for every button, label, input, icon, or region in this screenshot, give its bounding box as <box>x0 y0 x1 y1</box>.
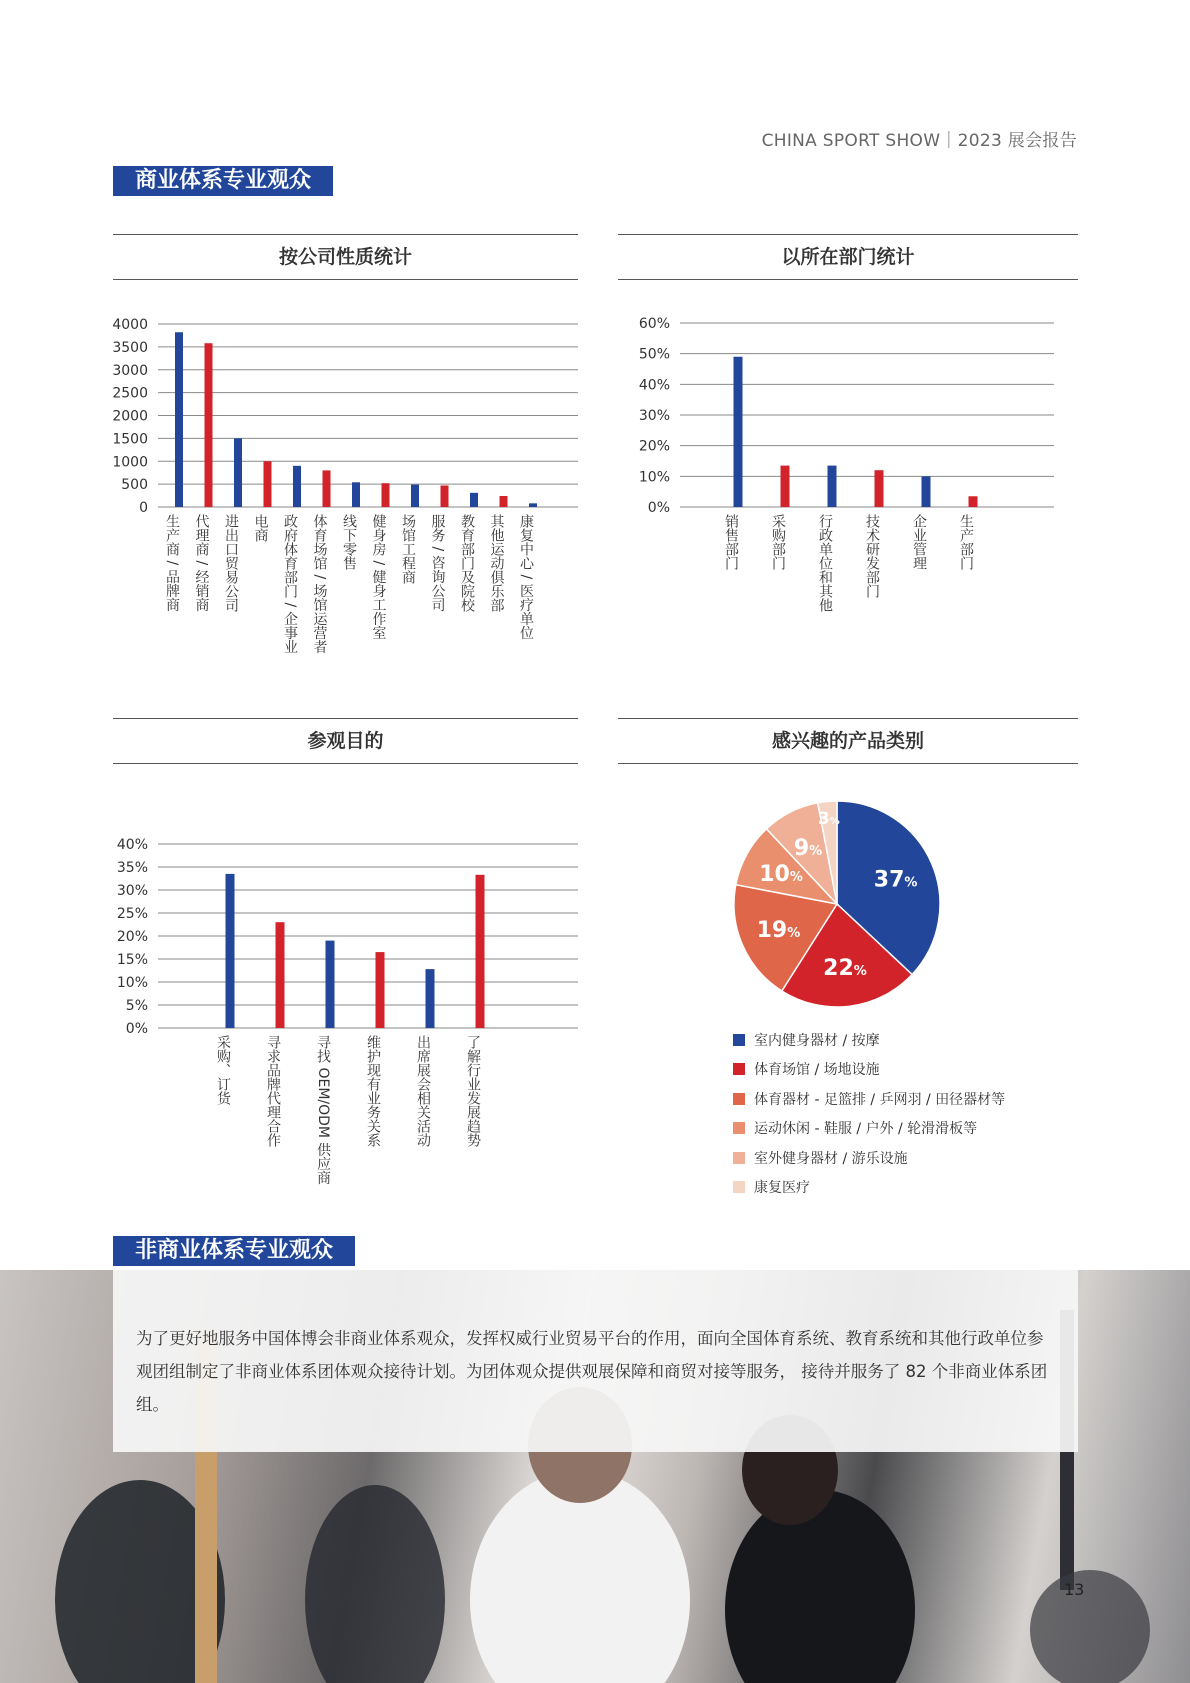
chart-title-visit-purpose: 参观目的 <box>113 718 578 764</box>
category-label: 健身房 / 健身工作室 <box>370 514 387 640</box>
bar <box>205 343 213 507</box>
category-label: 寻找 OEM/ODM 供应商 <box>315 1035 331 1185</box>
legend-label: 体育场馆 / 场地设施 <box>754 1062 880 1079</box>
category-label: 采购部门 <box>770 514 786 570</box>
category-label: 进出口贸易公司 <box>223 514 239 612</box>
chart-visit-purpose <box>100 830 590 1190</box>
section-title-commercial: 商业体系专业观众 <box>113 166 333 196</box>
percent-sign: % <box>787 926 801 942</box>
bar <box>470 493 478 507</box>
y-tick-label: 30% <box>638 408 670 424</box>
bar <box>922 476 931 507</box>
category-label: 电商 <box>252 514 269 542</box>
bar <box>352 482 360 507</box>
bar <box>828 466 837 507</box>
y-tick-label: 25% <box>116 906 148 922</box>
legend-swatch <box>733 1093 745 1105</box>
bar <box>376 952 385 1028</box>
y-tick-label: 10% <box>638 469 670 486</box>
y-tick-label: 0% <box>647 500 670 516</box>
category-label: 行政单位和其他 <box>817 514 833 612</box>
pie-value-label: 37% <box>873 867 918 893</box>
bar <box>264 461 272 507</box>
pie-value-label: 9% <box>793 835 823 861</box>
percent-sign: % <box>904 875 918 891</box>
category-label: 了解行业发展趋势 <box>465 1035 481 1147</box>
category-label: 线下零售 <box>341 514 357 570</box>
chart-department <box>620 310 1080 630</box>
legend-label: 室外健身器材 / 游乐设施 <box>754 1150 908 1167</box>
pie-value-label: 19% <box>756 918 801 944</box>
legend-item <box>733 1084 1005 1114</box>
legend-label: 康复医疗 <box>754 1180 810 1197</box>
y-tick-label: 20% <box>116 929 148 945</box>
percent-sign: % <box>789 869 803 885</box>
y-tick-label: 3000 <box>112 362 148 379</box>
bar <box>476 875 485 1028</box>
y-tick-label: 5% <box>125 998 148 1014</box>
y-tick-label: 40% <box>116 837 148 853</box>
chart-company-type <box>100 310 590 680</box>
bar <box>293 466 301 507</box>
y-tick-label: 60% <box>638 316 670 332</box>
chart-product-interest-pie <box>726 794 946 1014</box>
section-title-non-commercial: 非商业体系专业观众 <box>113 1236 355 1266</box>
legend-item <box>733 1143 1005 1173</box>
bar <box>382 483 390 507</box>
category-label: 场馆工程商 <box>400 514 416 584</box>
pie-legend <box>733 1025 1005 1202</box>
legend-swatch <box>733 1181 745 1193</box>
y-tick-label: 15% <box>116 952 148 968</box>
legend-swatch <box>733 1152 745 1164</box>
category-label: 采购、订货 <box>215 1035 231 1105</box>
y-tick-label: 20% <box>638 438 670 455</box>
y-tick-label: 2000 <box>112 408 148 425</box>
bar <box>969 496 978 507</box>
bar <box>426 969 435 1028</box>
legend-swatch <box>733 1122 745 1134</box>
legend-label: 体育器材 - 足篮排 / 乒网羽 / 田径器材等 <box>754 1091 1006 1108</box>
y-tick-label: 1000 <box>112 454 148 471</box>
page-number: 13 <box>1064 1580 1085 1599</box>
bar <box>441 485 449 507</box>
bar <box>226 874 235 1028</box>
y-tick-label: 0 <box>139 500 148 516</box>
category-label: 生产商 / 品牌商 <box>164 514 180 612</box>
category-label: 教育部门及院校 <box>459 514 475 612</box>
category-label: 其他运动俱乐部 <box>488 514 505 612</box>
legend-label: 运动休闲 - 鞋服 / 户外 / 轮滑滑板等 <box>754 1121 978 1138</box>
category-label: 出席展会相关活动 <box>415 1035 431 1147</box>
y-tick-label: 35% <box>116 860 148 876</box>
bar <box>875 470 884 507</box>
category-label: 维护现有业务关系 <box>365 1035 381 1147</box>
bar <box>234 438 242 507</box>
bar <box>276 922 285 1028</box>
legend-item <box>733 1055 1005 1085</box>
y-tick-label: 50% <box>638 346 670 363</box>
pie-value-label: 3% <box>817 808 840 829</box>
bar <box>323 470 331 507</box>
category-label: 服务 / 咨询公司 <box>429 514 446 612</box>
bar <box>529 503 537 507</box>
y-tick-label: 30% <box>116 883 148 899</box>
intro-paragraph: 为了更好地服务中国体博会非商业体系观众，发挥权威行业贸易平台的作用，面向全国体育系统、教育系统和其他行政单位参观团组制定了非商业体系团体观众接待计划。为团体观众提供观展保障和商贸对接等服务， 接待并服务了 82 个非商业体系团组。 <box>136 1329 1048 1414</box>
bar <box>175 332 183 507</box>
category-label: 代理商 / 经销商 <box>193 514 210 612</box>
bar <box>326 941 335 1028</box>
y-tick-label: 10% <box>116 975 148 991</box>
category-label: 生产部门 <box>958 514 974 570</box>
percent-sign: % <box>853 964 867 980</box>
category-label: 技术研发部门 <box>864 514 880 598</box>
category-label: 康复中心 / 医疗单位 <box>518 514 534 640</box>
chart-title-department: 以所在部门统计 <box>618 234 1078 280</box>
category-label: 政府体育部门 / 企事业 <box>282 514 298 654</box>
y-tick-label: 0% <box>125 1021 148 1037</box>
report-brand-header: CHINA SPORT SHOW｜2023 展会报告 <box>761 131 1077 151</box>
bar <box>734 357 743 507</box>
category-label: 体育场馆 / 场馆运营者 <box>311 514 328 654</box>
bar <box>500 496 508 507</box>
y-tick-label: 500 <box>121 477 148 494</box>
legend-item <box>733 1025 1005 1055</box>
percent-sign: % <box>809 843 823 859</box>
legend-label: 室内健身器材 / 按摩 <box>754 1032 880 1049</box>
legend-swatch <box>733 1034 745 1046</box>
percent-sign: % <box>829 815 840 827</box>
pie-value-label: 22% <box>823 956 867 982</box>
pie-value-label: 10% <box>759 861 803 887</box>
chart-title-product-interest: 感兴趣的产品类别 <box>618 718 1078 764</box>
y-tick-label: 1500 <box>112 431 148 448</box>
category-label: 寻求品牌代理合作 <box>265 1035 281 1147</box>
category-label: 企业管理 <box>911 514 927 570</box>
legend-item <box>733 1114 1005 1144</box>
bar <box>411 485 419 507</box>
y-tick-label: 2500 <box>112 385 148 402</box>
legend-item <box>733 1173 1005 1203</box>
bar <box>781 466 790 507</box>
legend-swatch <box>733 1063 745 1075</box>
y-tick-label: 3500 <box>112 339 148 356</box>
y-tick-label: 40% <box>638 377 670 394</box>
y-tick-label: 4000 <box>112 317 148 333</box>
chart-title-company-type: 按公司性质统计 <box>113 234 578 280</box>
category-label: 销售部门 <box>723 514 739 570</box>
